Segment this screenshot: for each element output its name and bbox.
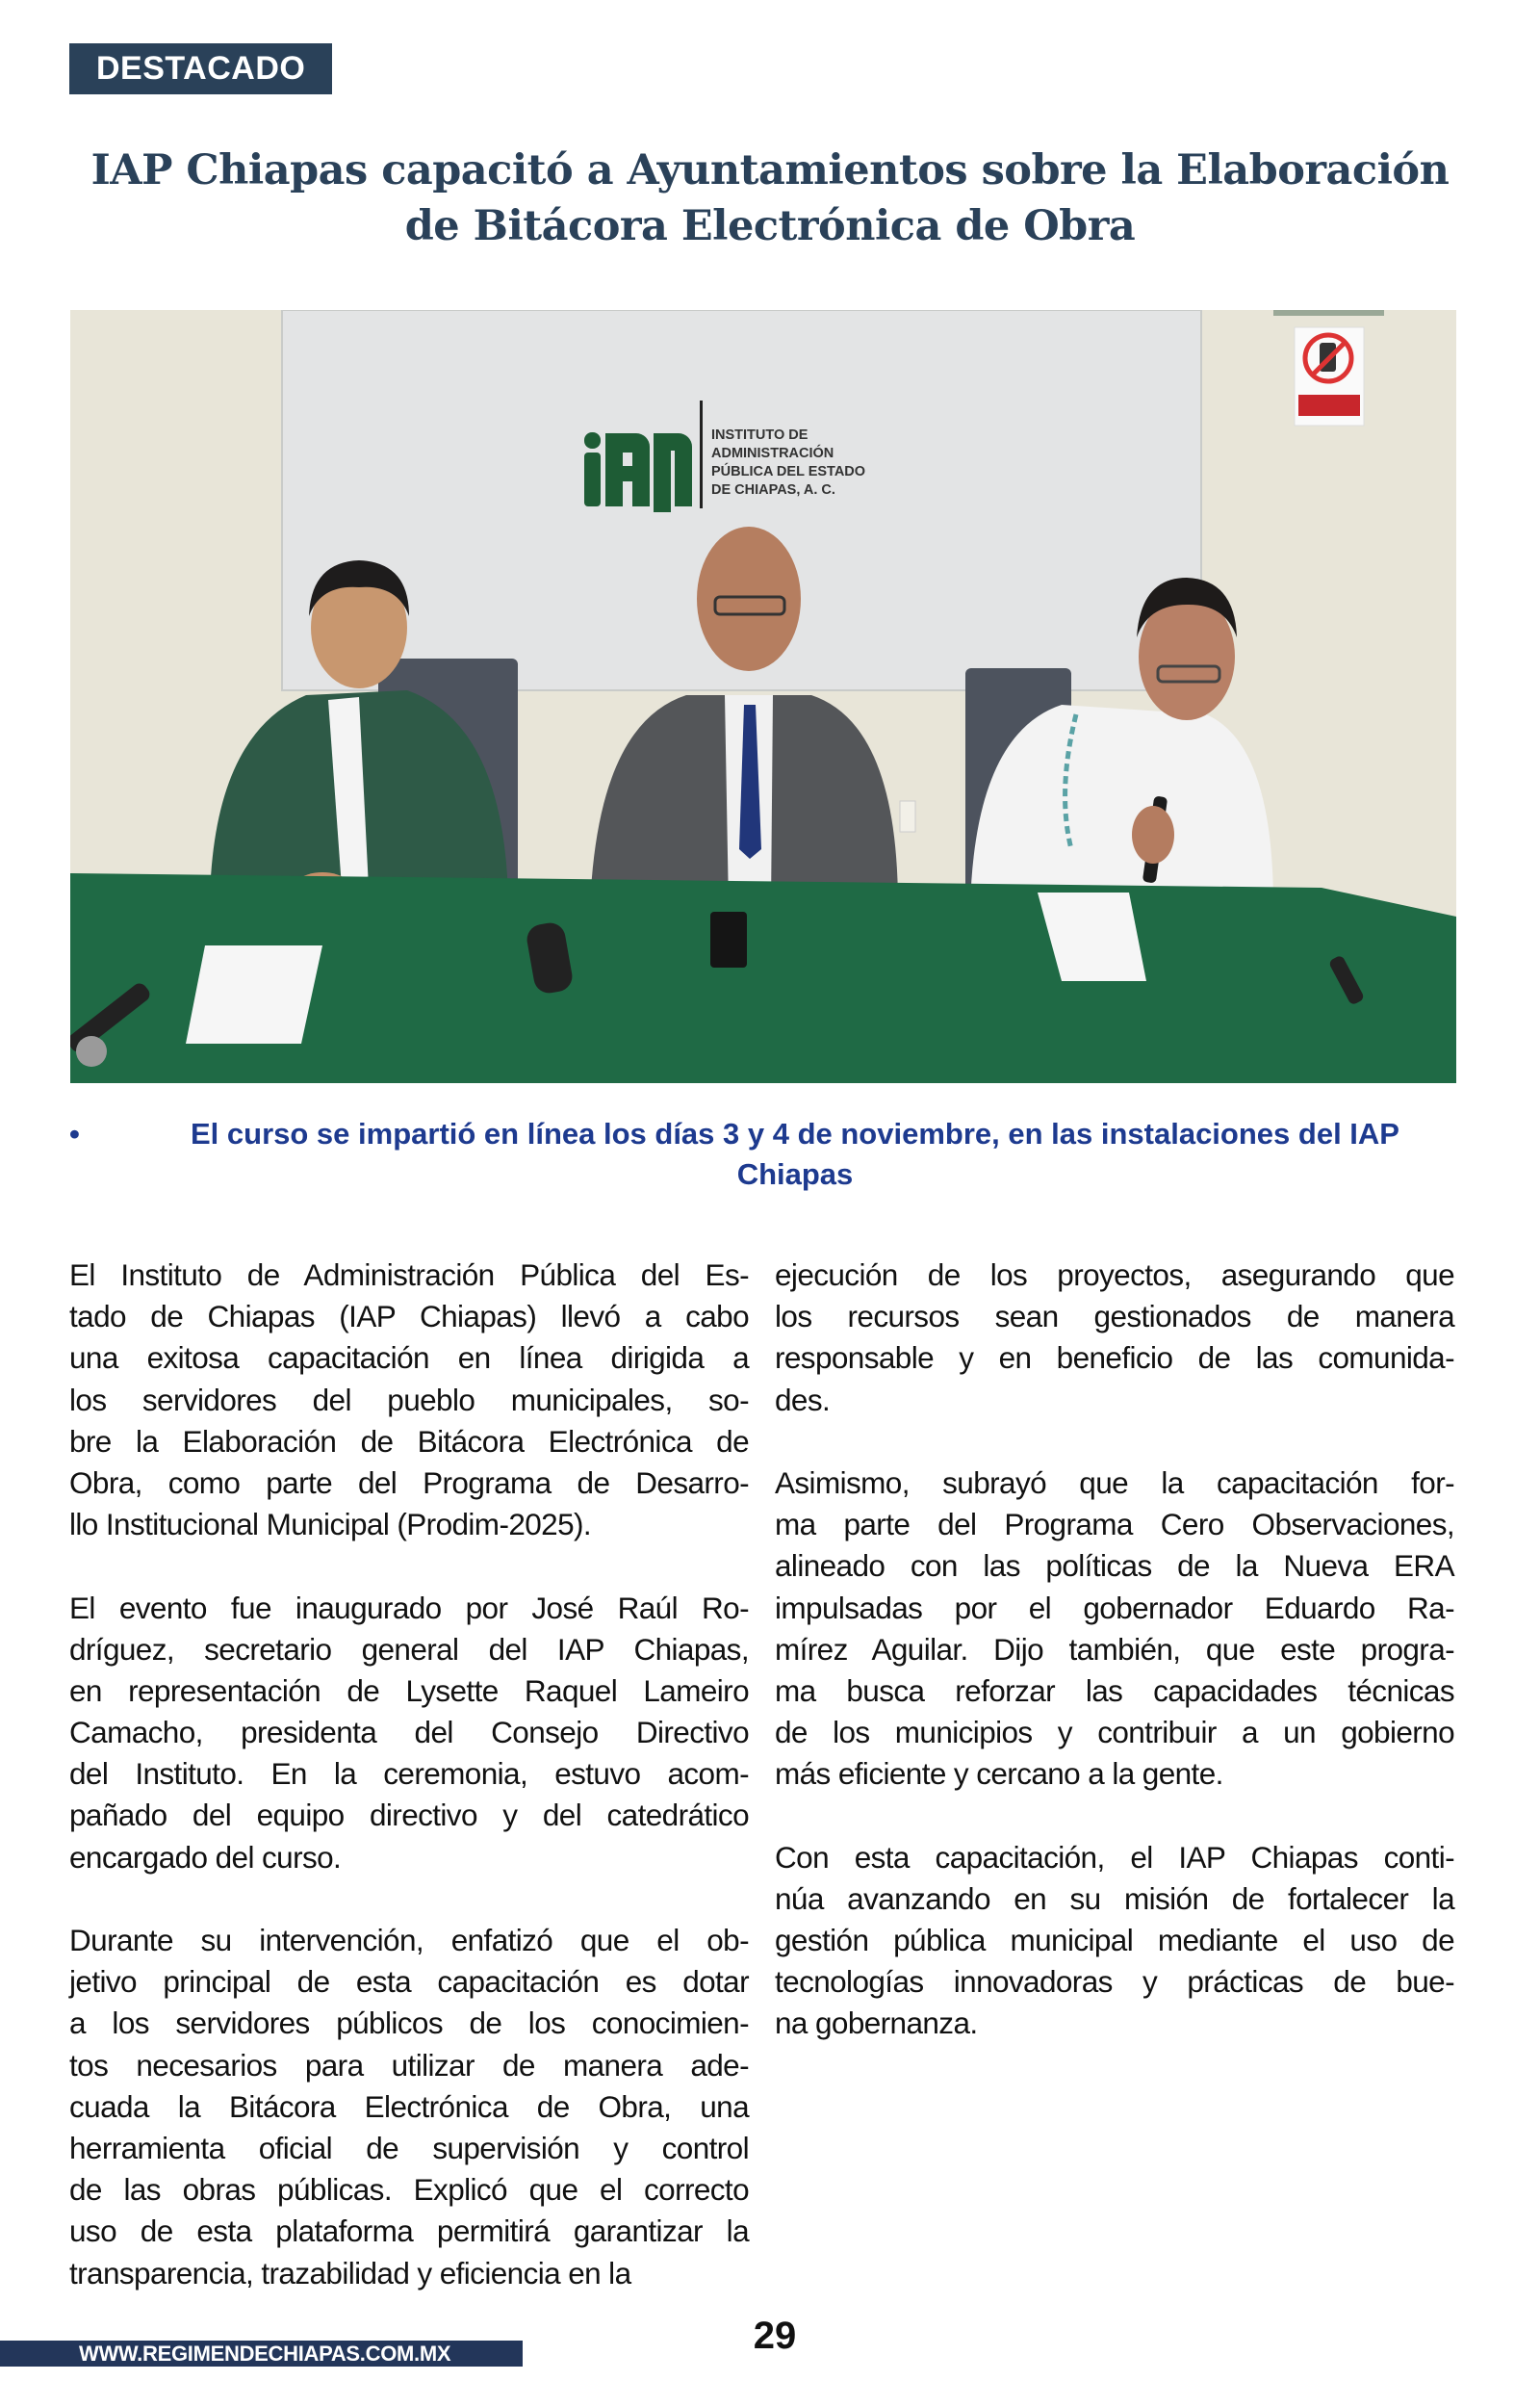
text-line: cuada la Bitácora Electrónica de Obra, una: [69, 2088, 749, 2124]
recorder-device: [710, 912, 747, 968]
text-line: Asimismo, subrayó que la capacitación for-: [775, 1464, 1454, 1500]
text-line: ma busca reforzar las capacidades técnicas: [775, 1672, 1454, 1708]
logo-divider: [700, 401, 703, 508]
text-line: del Instituto. En la ceremonia, estuvo acom-: [69, 1756, 749, 1792]
section-badge: DESTACADO: [69, 43, 332, 94]
text-line: de los municipios y contribuir a un gobierno: [775, 1715, 1454, 1750]
text-line: des.: [775, 1382, 831, 1417]
text-line: en representación de Lysette Raquel Lameiro: [69, 1672, 749, 1708]
bald-head: [697, 527, 801, 671]
wall-fixture: [1273, 310, 1384, 316]
text-line: tos necesarios para utilizar de manera ade-: [69, 2047, 749, 2083]
page-number: 29: [753, 2315, 797, 2357]
body-column-left: [69, 1255, 749, 2336]
text-line: los servidores del pueblo municipales, so-: [69, 1382, 749, 1417]
paragraph: [69, 1255, 749, 1545]
paragraph: [69, 1588, 749, 1878]
text-line: responsable y en beneficio de las comunida-: [775, 1340, 1454, 1376]
text-line: tado de Chiapas (IAP Chiapas) llevó a cabo: [69, 1299, 749, 1334]
text-line: llo Institucional Municipal (Prodim-2025).: [69, 1507, 592, 1542]
text-line: El evento fue inaugurado por José Raúl Ro-: [69, 1590, 749, 1625]
logo-text-line: INSTITUTO DE: [711, 427, 808, 443]
logo-text-line: ADMINISTRACIÓN: [711, 446, 834, 461]
text-line: impulsadas por el gobernador Eduardo Ra-: [775, 1590, 1454, 1625]
body-column-right: [775, 1255, 1454, 2086]
text-line: los recursos sean gestionados de manera: [775, 1299, 1454, 1334]
text-line: Camacho, presidenta del Consejo Directivo: [69, 1715, 749, 1750]
text-line: tecnologías innovadoras y prácticas de bue-: [775, 1964, 1454, 2000]
text-line: encargado del curso.: [69, 1839, 342, 1875]
hand: [1132, 806, 1174, 864]
photo-caption: [69, 1114, 1455, 1195]
article-title: [58, 142, 1482, 254]
text-line: mírez Aguilar. Dijo también, que este progra-: [775, 1631, 1454, 1667]
title-line-2: de Bitácora Electrónica de Obra: [404, 202, 1136, 250]
text-line: una exitosa capacitación en línea dirigida a: [69, 1340, 749, 1376]
no-phone-sign: [1295, 327, 1364, 426]
text-line: ejecución de los proyectos, asegurando que: [775, 1257, 1454, 1292]
text-line: más eficiente y cercano a la gente.: [775, 1756, 1223, 1792]
article-photo: [70, 310, 1456, 1083]
text-line: Obra, como parte del Programa de Desarro-: [69, 1464, 749, 1500]
website-link[interactable]: WWW.REGIMENDECHIAPAS.COM.MX: [0, 2341, 523, 2367]
text-line: transparencia, trazabilidad y eficiencia en la: [69, 2255, 631, 2290]
text-line: uso de esta plataforma permitirá garantizar la: [69, 2213, 749, 2249]
text-line: dríguez, secretario general del IAP Chiapas,: [69, 1631, 749, 1667]
bullet-icon: •: [69, 1117, 80, 1151]
paragraph: [775, 1462, 1454, 1796]
text-line: Durante su intervención, enfatizó que el ob-: [69, 1923, 749, 1957]
text-line: herramienta oficial de supervisión y control: [69, 2130, 749, 2165]
logo-i: [584, 453, 601, 506]
logo-dot: [584, 432, 601, 449]
text-line: de las obras públicas. Explicó que el correcto: [69, 2172, 749, 2208]
text-line: gestión pública municipal mediante el uso de: [775, 1923, 1454, 1957]
paragraph: [775, 1837, 1454, 2045]
text-line: pañado del equipo directivo y del catedrático: [69, 1798, 749, 1833]
text-line: núa avanzando en su misión de fortalecer la: [775, 1880, 1454, 1916]
wall-outlet: [900, 801, 915, 832]
text-line: alineado con las políticas de la Nueva ERA: [775, 1548, 1454, 1584]
document-left: [186, 945, 322, 1044]
logo-text-line: PÚBLICA DEL ESTADO: [711, 464, 866, 479]
logo-text-line: DE CHIAPAS, A. C.: [711, 482, 835, 498]
text-line: ma parte del Programa Cero Observaciones,: [775, 1507, 1454, 1542]
text-line: bre la Elaboración de Bitácora Electrónica de: [69, 1423, 749, 1459]
caption-text: El curso se impartió en línea los días 3 y 4 de noviembre, en las instalaciones del IAP Chiapas: [191, 1117, 1399, 1191]
text-line: jetivo principal de esta capacitación es dotar: [69, 1964, 749, 2000]
paragraph: [69, 1920, 749, 2294]
text-line: El Instituto de Administración Pública del Es-: [69, 1257, 749, 1292]
paragraph: [775, 1255, 1454, 1421]
sign-label: [1298, 395, 1360, 416]
text-line: Con esta capacitación, el IAP Chiapas conti-: [775, 1839, 1454, 1875]
title-line-1: IAP Chiapas capacitó a Ayuntamientos sobre la Elaboración: [90, 146, 1450, 194]
photo-scene: [70, 310, 1456, 1083]
microphone-head: [76, 1036, 107, 1067]
text-line: na gobernanza.: [775, 2006, 978, 2041]
text-line: a los servidores públicos de los conocimien-: [69, 2006, 749, 2041]
